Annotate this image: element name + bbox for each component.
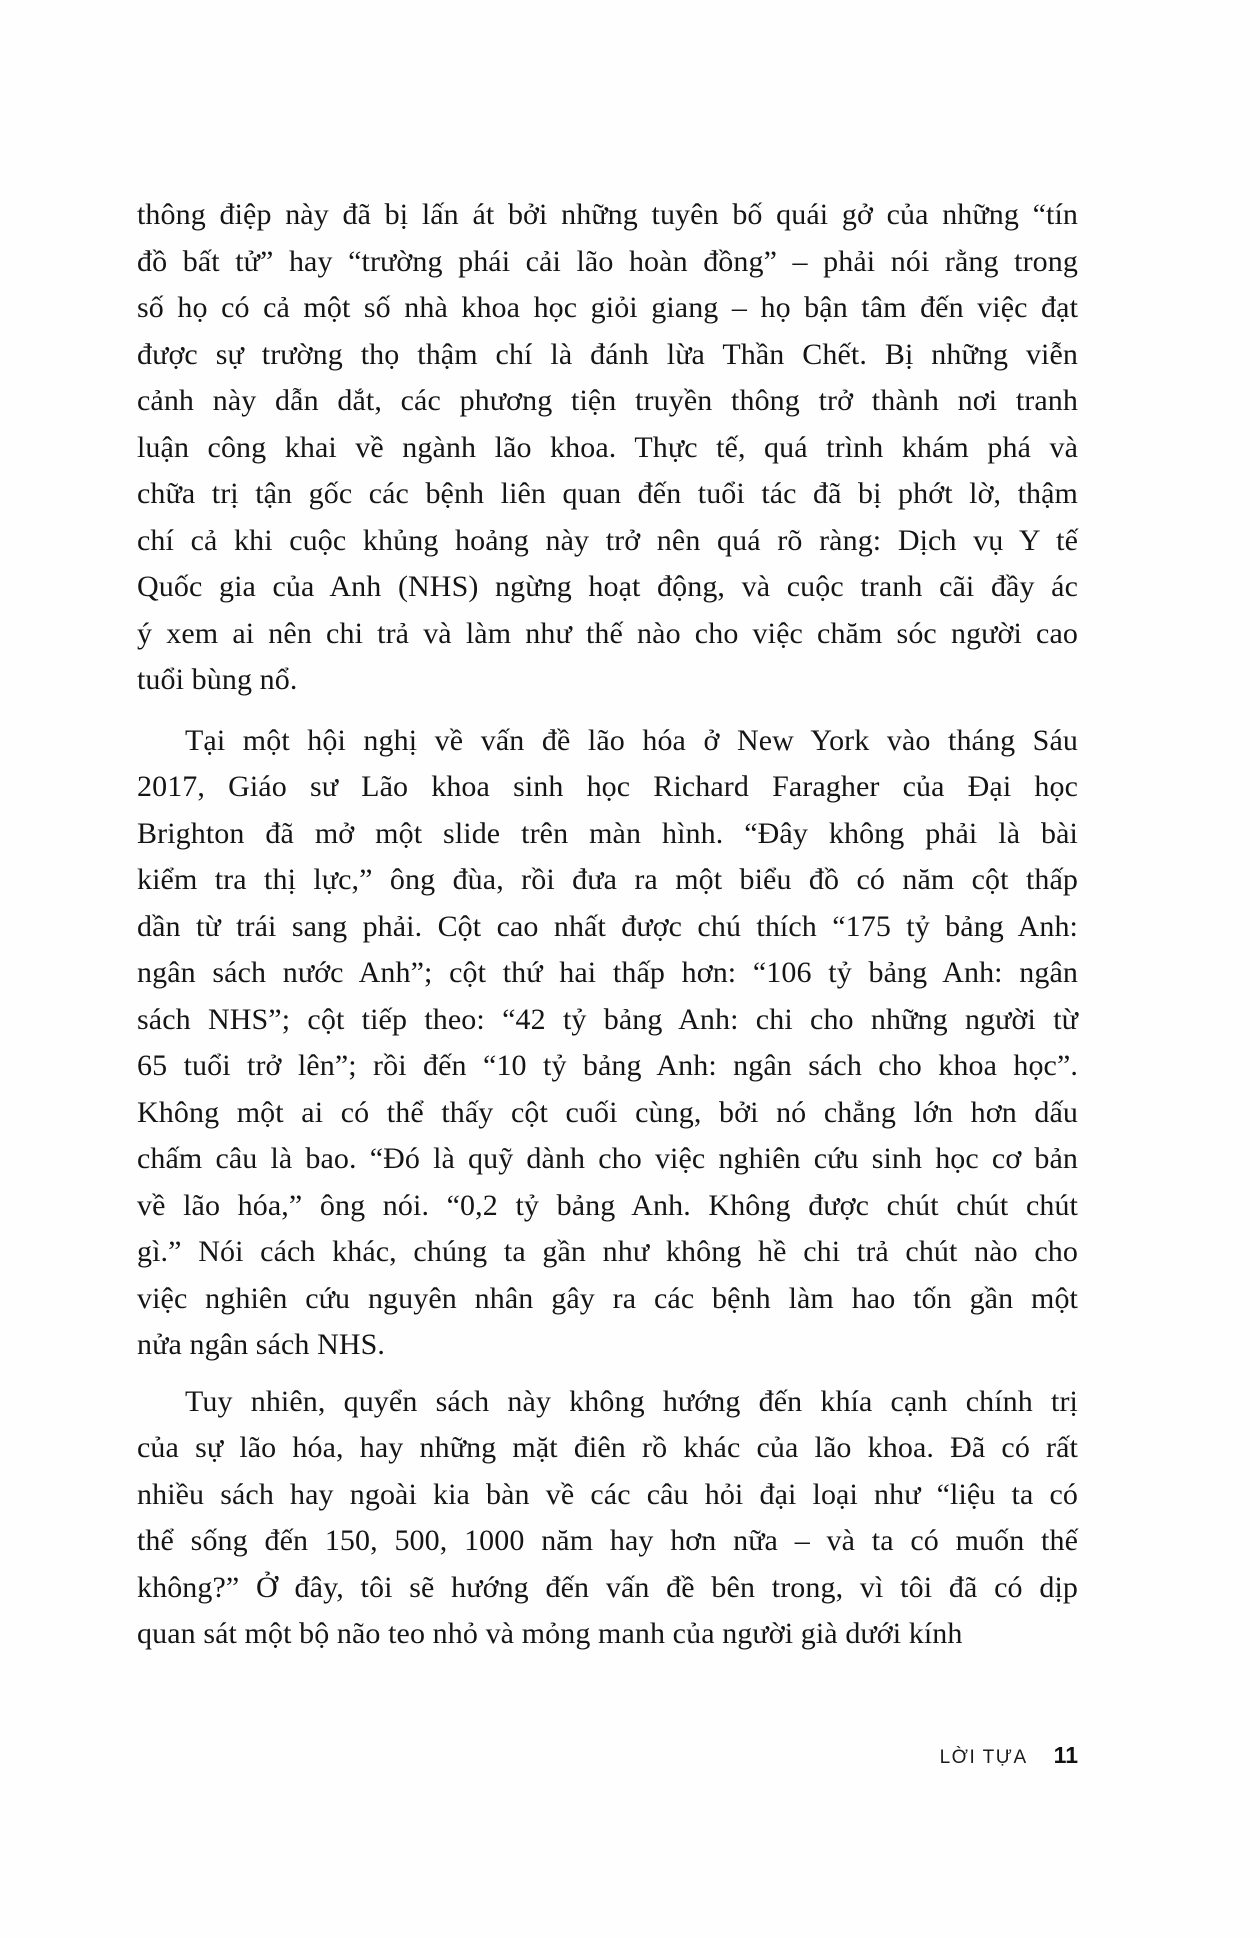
text-line: việc nghiên cứu nguyên nhân gây ra các bệnh làm hao tốn gần một xyxy=(137,1281,1078,1315)
text-line: ý xem ai nên chi trả và làm như thế nào cho việc chăm sóc người cao xyxy=(137,616,1078,650)
text-line: được sự trường thọ thậm chí là đánh lừa Thần Chết. Bị những viễn xyxy=(137,337,1078,371)
page-footer xyxy=(940,1742,1078,1769)
text-line: Tuy nhiên, quyển sách này không hướng đến khía cạnh chính trị xyxy=(185,1384,1078,1418)
text-line: sách NHS”; cột tiếp theo: “42 tỷ bảng Anh: chi cho những người từ xyxy=(137,1002,1078,1036)
text-line: ngân sách nước Anh”; cột thứ hai thấp hơn: “106 tỷ bảng Anh: ngân xyxy=(137,956,1078,989)
running-head-section-label: LỜI TỰA xyxy=(939,1747,1028,1768)
page-body-text xyxy=(137,192,1078,1658)
text-line: 65 tuổi trở lên”; rồi đến “10 tỷ bảng Anh: ngân sách cho khoa học”. xyxy=(137,1049,1078,1082)
paragraph-conference-anecdote xyxy=(137,718,1078,1369)
paragraph-continuation xyxy=(137,192,1078,704)
text-line: tuổi bùng nổ. xyxy=(137,663,298,696)
text-line: nhiều sách hay ngoài kia bàn về các câu hỏi đại loại như “liệu ta có xyxy=(137,1477,1078,1511)
text-line: thông điệp này đã bị lấn át bởi những tuyên bố quái gở của những “tín xyxy=(137,198,1078,231)
text-line: Tại một hội nghị về vấn đề lão hóa ở New York vào tháng Sáu xyxy=(185,723,1078,757)
text-line: không?” Ở đây, tôi sẽ hướng đến vấn đề bên trong, vì tôi đã có dịp xyxy=(137,1570,1078,1604)
text-line: chấm câu là bao. “Đó là quỹ dành cho việc nghiên cứu sinh học cơ bản xyxy=(137,1142,1078,1175)
text-line: về lão hóa,” ông nói. “0,2 tỷ bảng Anh. Không được chút chút chút xyxy=(137,1188,1078,1222)
text-line: Brighton đã mở một slide trên màn hình. “Đây không phải là bài xyxy=(137,816,1078,850)
text-line: số họ có cả một số nhà khoa học giỏi giang – họ bận tâm đến việc đạt xyxy=(137,291,1078,324)
text-line: 2017, Giáo sư Lão khoa sinh học Richard Faragher của Đại học xyxy=(137,770,1078,803)
text-line: quan sát một bộ não teo nhỏ và mỏng manh của người già dưới kính xyxy=(137,1617,963,1650)
text-line: Không một ai có thể thấy cột cuối cùng, bởi nó chẳng lớn hơn dấu xyxy=(137,1095,1078,1129)
paragraph-book-scope xyxy=(137,1379,1078,1658)
text-line: kiểm tra thị lực,” ông đùa, rồi đưa ra một biểu đồ có năm cột thấp xyxy=(137,863,1078,896)
text-line: của sự lão hóa, hay những mặt điên rồ khác của lão khoa. Đã có rất xyxy=(137,1431,1078,1464)
text-line: Quốc gia của Anh (NHS) ngừng hoạt động, và cuộc tranh cãi đầy ác xyxy=(137,570,1078,603)
text-line: gì.” Nói cách khác, chúng ta gần như không hề chi trả chút nào cho xyxy=(137,1235,1078,1268)
text-line: dần từ trái sang phải. Cột cao nhất được chú thích “175 tỷ bảng Anh: xyxy=(137,909,1078,943)
text-line: cảnh này dẫn dắt, các phương tiện truyền thông trở thành nơi tranh xyxy=(137,384,1078,417)
text-line: chí cả khi cuộc khủng hoảng này trở nên quá rõ ràng: Dịch vụ Y tế xyxy=(137,523,1078,557)
text-line: nửa ngân sách NHS. xyxy=(137,1328,386,1361)
text-line: luận công khai về ngành lão khoa. Thực tế, quá trình khám phá và xyxy=(137,430,1078,464)
text-line: đồ bất tử” hay “trường phái cải lão hoàn đồng” – phải nói rằng trong xyxy=(137,244,1078,278)
page-number: 11 xyxy=(1053,1742,1078,1768)
text-line: thể sống đến 150, 500, 1000 năm hay hơn nữa – và ta có muốn thế xyxy=(137,1524,1078,1557)
text-line: chữa trị tận gốc các bệnh liên quan đến tuổi tác đã bị phớt lờ, thậm xyxy=(137,477,1078,510)
